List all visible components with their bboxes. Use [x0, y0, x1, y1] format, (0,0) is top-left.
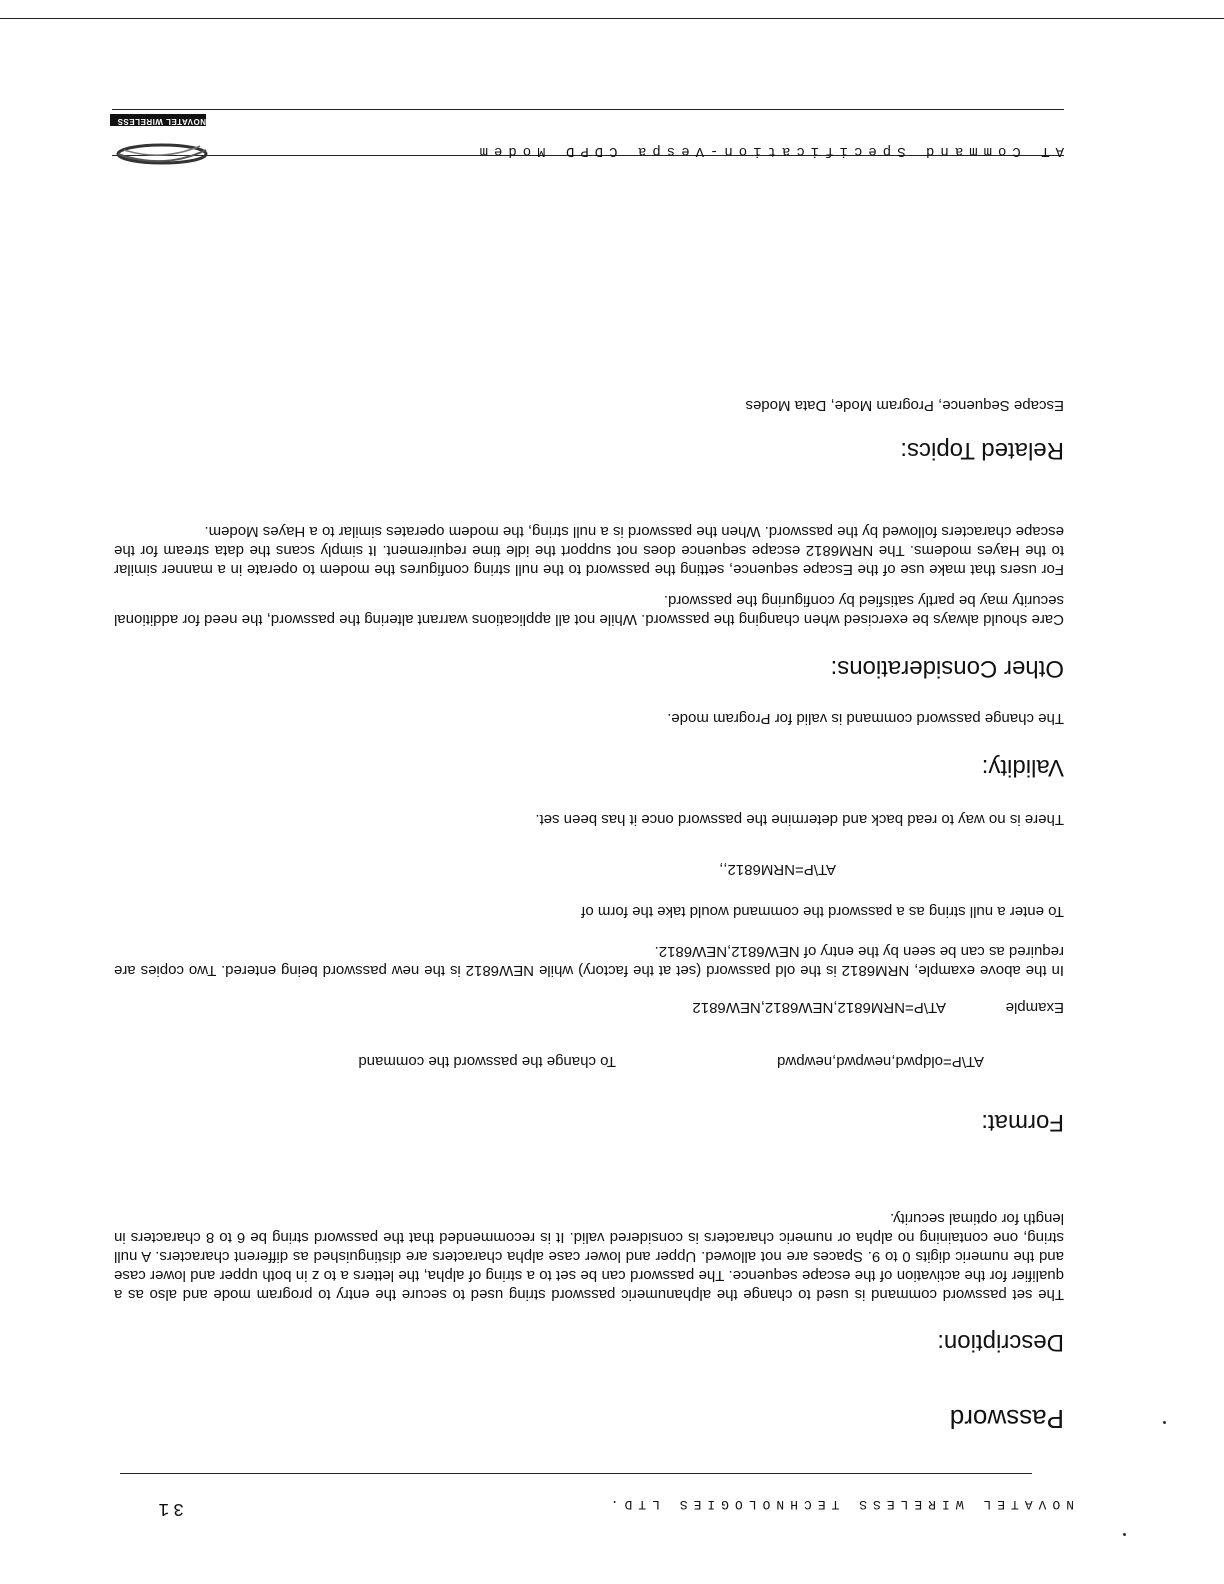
brand-wordmark: NOVATEL WIRELESS [117, 117, 206, 126]
format-syntax-desc: To change the password the command [358, 1053, 616, 1070]
footer-rule-bottom [112, 109, 1064, 110]
description-text: The set password command is used to change the alphanumeric password string used to secure the entry to program mode and also as a qualifier for the activation of the escape sequence. The password can be set to a string of alpha, the letters a to z in both upper and lower case and the numeric digits 0 to 9. Spaces are not allowed. Upper and lower case alpha characters are distinguished as different characters. A null string, one containing no alpha or numeric characters is considered valid. It is recommended that the password string be 6 to 8 characters in length for optimal security. [114, 1210, 1064, 1303]
example-explanation: In the above example, NRM6812 is the old password (set at the factory) while NEW6812 is the new password being entered. Two copies are required as can be seen by the entry of NEW6812,NEW6812. [114, 943, 1064, 979]
example-command: AT\P=NRM6812,NEW6812,NEW6812 [692, 999, 946, 1016]
page-title: Password [949, 1404, 1064, 1434]
scan-speck [1123, 1533, 1126, 1536]
description-heading: Description: [937, 1329, 1064, 1356]
null-string-intro: To enter a null string as a password the command would take the form of [581, 903, 1064, 920]
other-considerations-heading: Other Considerations: [830, 655, 1064, 682]
footer-doc-title: AT Command Specification-Vespa CDPD Modem [473, 143, 1064, 159]
scan-edge-line [0, 18, 1224, 19]
company-header: NOVATEL WIRELESS TECHNOLOGIES LTD. [604, 1497, 1074, 1512]
related-topics-heading: Related Topics: [900, 437, 1064, 464]
other-considerations-text-2: For users that make use of the Escape sequence, setting the password to the null string configures the modem to operate in a manner similar to the Hayes modems. The NRM6812 escape sequence does not support the idle time requirement. It simply scans the data stream for the escape characters followed by the password. When the password is a null string, the modem operates similar to a Hayes Modem. [114, 523, 1064, 578]
format-heading: Format: [981, 1109, 1064, 1136]
null-string-example: AT\P=NRM6812,, [719, 861, 836, 878]
validity-heading: Validity: [981, 754, 1064, 781]
other-considerations-text-1: Care should always be exercised when changing the password. While not all applications warrant altering the password, the need for additional security may be partly satisfied by configuring the password. [114, 592, 1064, 628]
scan-speck [1163, 1421, 1166, 1424]
validity-text: The change password command is valid for Program mode. [667, 710, 1064, 727]
header-rule [120, 1473, 1032, 1474]
readback-note: There is no way to read back and determine the password once it has been set. [535, 811, 1064, 828]
related-topics-text: Escape Sequence, Program Mode, Data Modes [745, 397, 1064, 414]
page-number: 31 [154, 1498, 184, 1518]
example-label: Example [1005, 999, 1064, 1016]
format-syntax: AT\P=oldpwd,newpwd,newpwd [777, 1053, 984, 1070]
